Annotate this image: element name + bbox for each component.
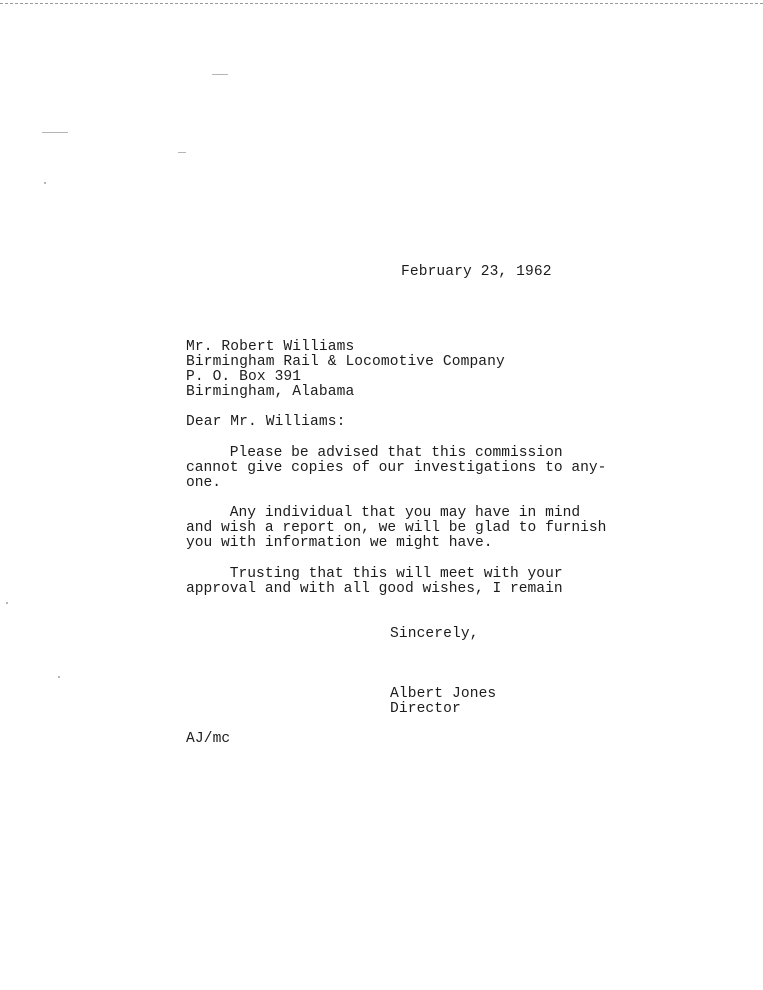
salutation: Dear Mr. Williams: [186,414,346,430]
paragraph-line: Please be advised that this commission [186,445,563,461]
scan-speck [6,602,8,604]
paragraph-line: one. [186,475,222,491]
scan-speck [178,152,186,153]
recipient-address-line: P. O. Box 391 [186,369,302,385]
paragraph-line: Trusting that this will meet with your [186,566,563,582]
scan-speck [44,182,46,184]
scan-speck [58,676,60,678]
paragraph-line: you with information we might have. [186,535,493,551]
paragraph-line: cannot give copies of our investigations to any- [186,460,607,476]
signer-name: Albert Jones [390,686,497,702]
paragraph-line: Any individual that you may have in mind [186,505,581,521]
scan-speck [42,132,68,133]
signer-title: Director [390,701,461,717]
paragraph-line: approval and with all good wishes, I remain [186,581,563,597]
scan-speck [212,74,228,75]
body-paragraph [186,446,606,491]
body-paragraph [186,506,606,551]
recipient-name: Mr. Robert Williams [186,339,355,355]
scan-top-edge [0,3,763,4]
body-paragraph [186,567,563,597]
closing: Sincerely, [390,626,479,642]
recipient-city-state: Birmingham, Alabama [186,384,355,400]
recipient-company: Birmingham Rail & Locomotive Company [186,354,505,370]
paragraph-line: and wish a report on, we will be glad to furnish [186,520,607,536]
reference-initials: AJ/mc [186,731,231,747]
letter-date: February 23, 1962 [401,264,552,280]
